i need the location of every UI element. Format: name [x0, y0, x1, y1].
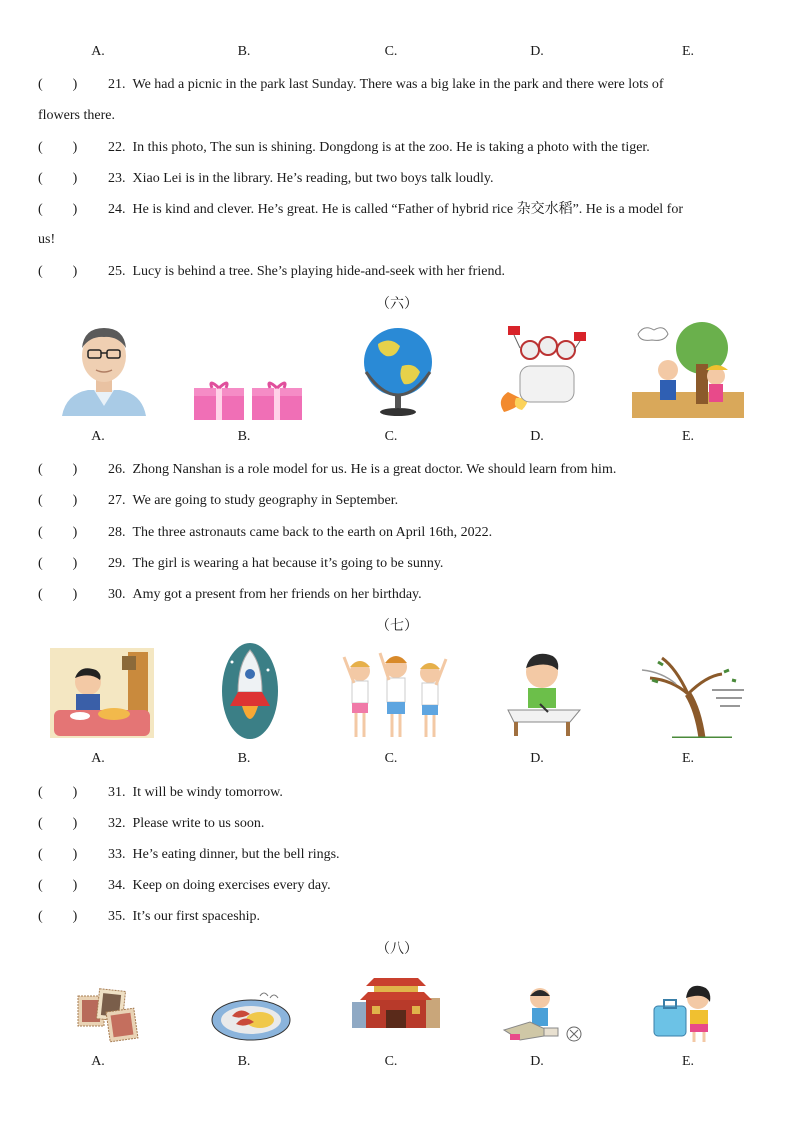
rocket-picture [220, 642, 280, 740]
option-d: D. [530, 44, 544, 59]
question-35: ( ) 35. It’s our first spaceship. [38, 909, 261, 924]
question-27: ( ) 27. We are going to study geography in September. [38, 493, 399, 508]
question-31: ( ) 31. It will be windy tomorrow. [38, 785, 283, 800]
option-c: C. [384, 1054, 398, 1069]
option-b: B. [237, 751, 251, 766]
option-e: E. [681, 44, 695, 59]
question-28: ( ) 28. The three astronauts came back to the earth on April 16th, 2022. [38, 525, 493, 540]
option-d: D. [530, 1054, 544, 1069]
section-6-options [0, 429, 794, 449]
astronauts-return-picture [494, 322, 590, 416]
section-8-options [0, 1054, 794, 1074]
option-d: D. [530, 751, 544, 766]
option-a: A. [91, 751, 105, 766]
section-7-title: （七） [376, 618, 418, 634]
question-34: ( ) 34. Keep on doing exercises every day. [38, 878, 331, 893]
question-23: ( ) 23. Xiao Lei is in the library. He’s reading, but two boys talk loudly. [38, 171, 494, 186]
option-b: B. [237, 44, 251, 59]
kids-exercising-picture [340, 645, 450, 741]
option-c: C. [384, 44, 398, 59]
option-row-top [0, 44, 794, 64]
option-d: D. [530, 429, 544, 444]
option-e: E. [681, 751, 695, 766]
option-c: C. [384, 429, 398, 444]
question-25: ( ) 25. Lucy is behind a tree. She’s playing hide-and-seek with her friend. [38, 264, 505, 279]
palace-building-picture [352, 972, 440, 1032]
option-c: C. [384, 751, 398, 766]
globe-picture [360, 322, 438, 418]
question-21-cont: flowers there. [38, 108, 115, 123]
question-30: ( ) 30. Amy got a present from her friends on her birthday. [38, 587, 422, 602]
stamps-picture [72, 988, 142, 1044]
option-e: E. [681, 1054, 695, 1069]
windy-tree-picture [632, 650, 746, 738]
option-a: A. [91, 429, 105, 444]
question-32: ( ) 32. Please write to us soon. [38, 816, 265, 831]
option-e: E. [681, 429, 695, 444]
dinner-plate-picture [210, 990, 292, 1042]
option-a: A. [91, 44, 105, 59]
question-26: ( ) 26. Zhong Nanshan is a role model for us. He is a great doctor. We should learn from him. [38, 462, 617, 477]
gift-boxes-picture [190, 378, 310, 422]
option-a: A. [91, 1054, 105, 1069]
option-b: B. [237, 429, 251, 444]
messy-desk-picture [500, 984, 590, 1044]
boy-eating-dinner-picture [50, 648, 154, 738]
option-b: B. [237, 1054, 251, 1069]
section-6-title: （六） [376, 296, 418, 312]
doctor-portrait-picture [58, 320, 150, 416]
section-8-title: （八） [376, 941, 418, 957]
section-7-options [0, 751, 794, 771]
question-22: ( ) 22. In this photo, The sun is shining. Dongdong is at the zoo. He is taking a photo with the tiger. [38, 140, 650, 155]
question-24: ( ) 24. He is kind and clever. He’s great. He is called “Father of hybrid rice 杂交水稻”. He is a model for [38, 202, 683, 217]
question-29: ( ) 29. The girl is wearing a hat because it’s going to be sunny. [38, 556, 444, 571]
girl-with-suitcase-picture [650, 984, 722, 1044]
question-33: ( ) 33. He’s eating dinner, but the bell rings. [38, 847, 340, 862]
boy-writing-picture [500, 648, 586, 738]
question-24-cont: us! [38, 232, 56, 247]
question-21: ( ) 21. We had a picnic in the park last Sunday. There was a big lake in the park and there were lots of [38, 77, 664, 92]
hide-and-seek-picture [632, 320, 744, 418]
